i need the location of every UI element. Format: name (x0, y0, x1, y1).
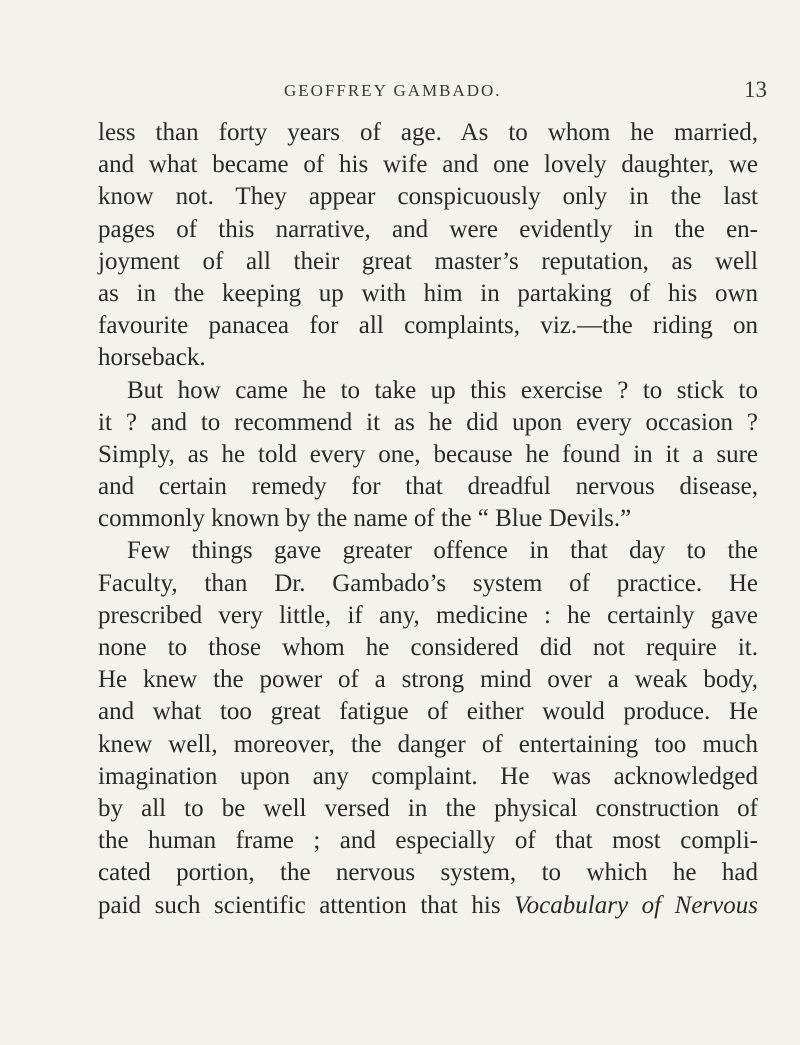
text-line: cated portion, the nervous system, to which he had (98, 859, 758, 887)
final-line-prefix: paid such scientific attention that his (98, 891, 515, 919)
text-line: by all to be well versed in the physical construction of (98, 794, 758, 822)
body-text (98, 117, 758, 922)
text-line: and what became of his wife and one lovely daughter, we (98, 151, 758, 179)
paragraph-3 (98, 535, 758, 921)
text-line: pages of this narrative, and were evidently in the en- (98, 215, 758, 243)
text-line: But how came he to take up this exercise ? to stick to (127, 376, 758, 404)
text-line: prescribed very little, if any, medicine : he certainly gave (98, 601, 758, 629)
text-line: favourite panacea for all complaints, viz.—the riding on (98, 312, 758, 340)
text-line: Few things gave greater offence in that day to the (127, 537, 758, 565)
text-line: Simply, as he told every one, because he found in it a sure (98, 440, 758, 468)
text-line: horseback. (98, 344, 206, 372)
text-line: Faculty, than Dr. Gambado’s system of practice. He (98, 569, 758, 597)
text-line: joyment of all their great master’s reputation, as well (98, 247, 758, 275)
text-line: none to those whom he considered did not require it. (98, 634, 758, 661)
text-line: knew well, moreover, the danger of entertaining too much (98, 730, 758, 758)
text-line: and certain remedy for that dreadful nervous disease, (98, 473, 758, 501)
text-line: He knew the power of a strong mind over a weak body, (98, 666, 758, 694)
paragraph-2 (98, 375, 758, 536)
paragraph-1 (98, 117, 758, 375)
book-title-italic: Vocabulary of Nervous (514, 891, 758, 919)
text-line: as in the keeping up with him in partaking of his own (98, 279, 758, 307)
text-line: imagination upon any complaint. He was acknowledged (98, 762, 758, 790)
text-line: the human frame ; and especially of that most compli- (98, 827, 758, 855)
text-line: know not. They appear conspicuously only in the last (98, 183, 758, 211)
text-line: and what too great fatigue of either would produce. He (98, 698, 758, 726)
text-line: less than forty years of age. As to whom he married, (98, 119, 758, 146)
text-line-final (98, 890, 758, 922)
running-title: GEOFFREY GAMBADO. (284, 81, 502, 100)
text-line: commonly known by the name of the “ Blue Devils.” (98, 505, 632, 533)
page-number: 13 (744, 77, 767, 102)
text-line: it ? and to recommend it as he did upon every occasion ? (98, 408, 758, 436)
